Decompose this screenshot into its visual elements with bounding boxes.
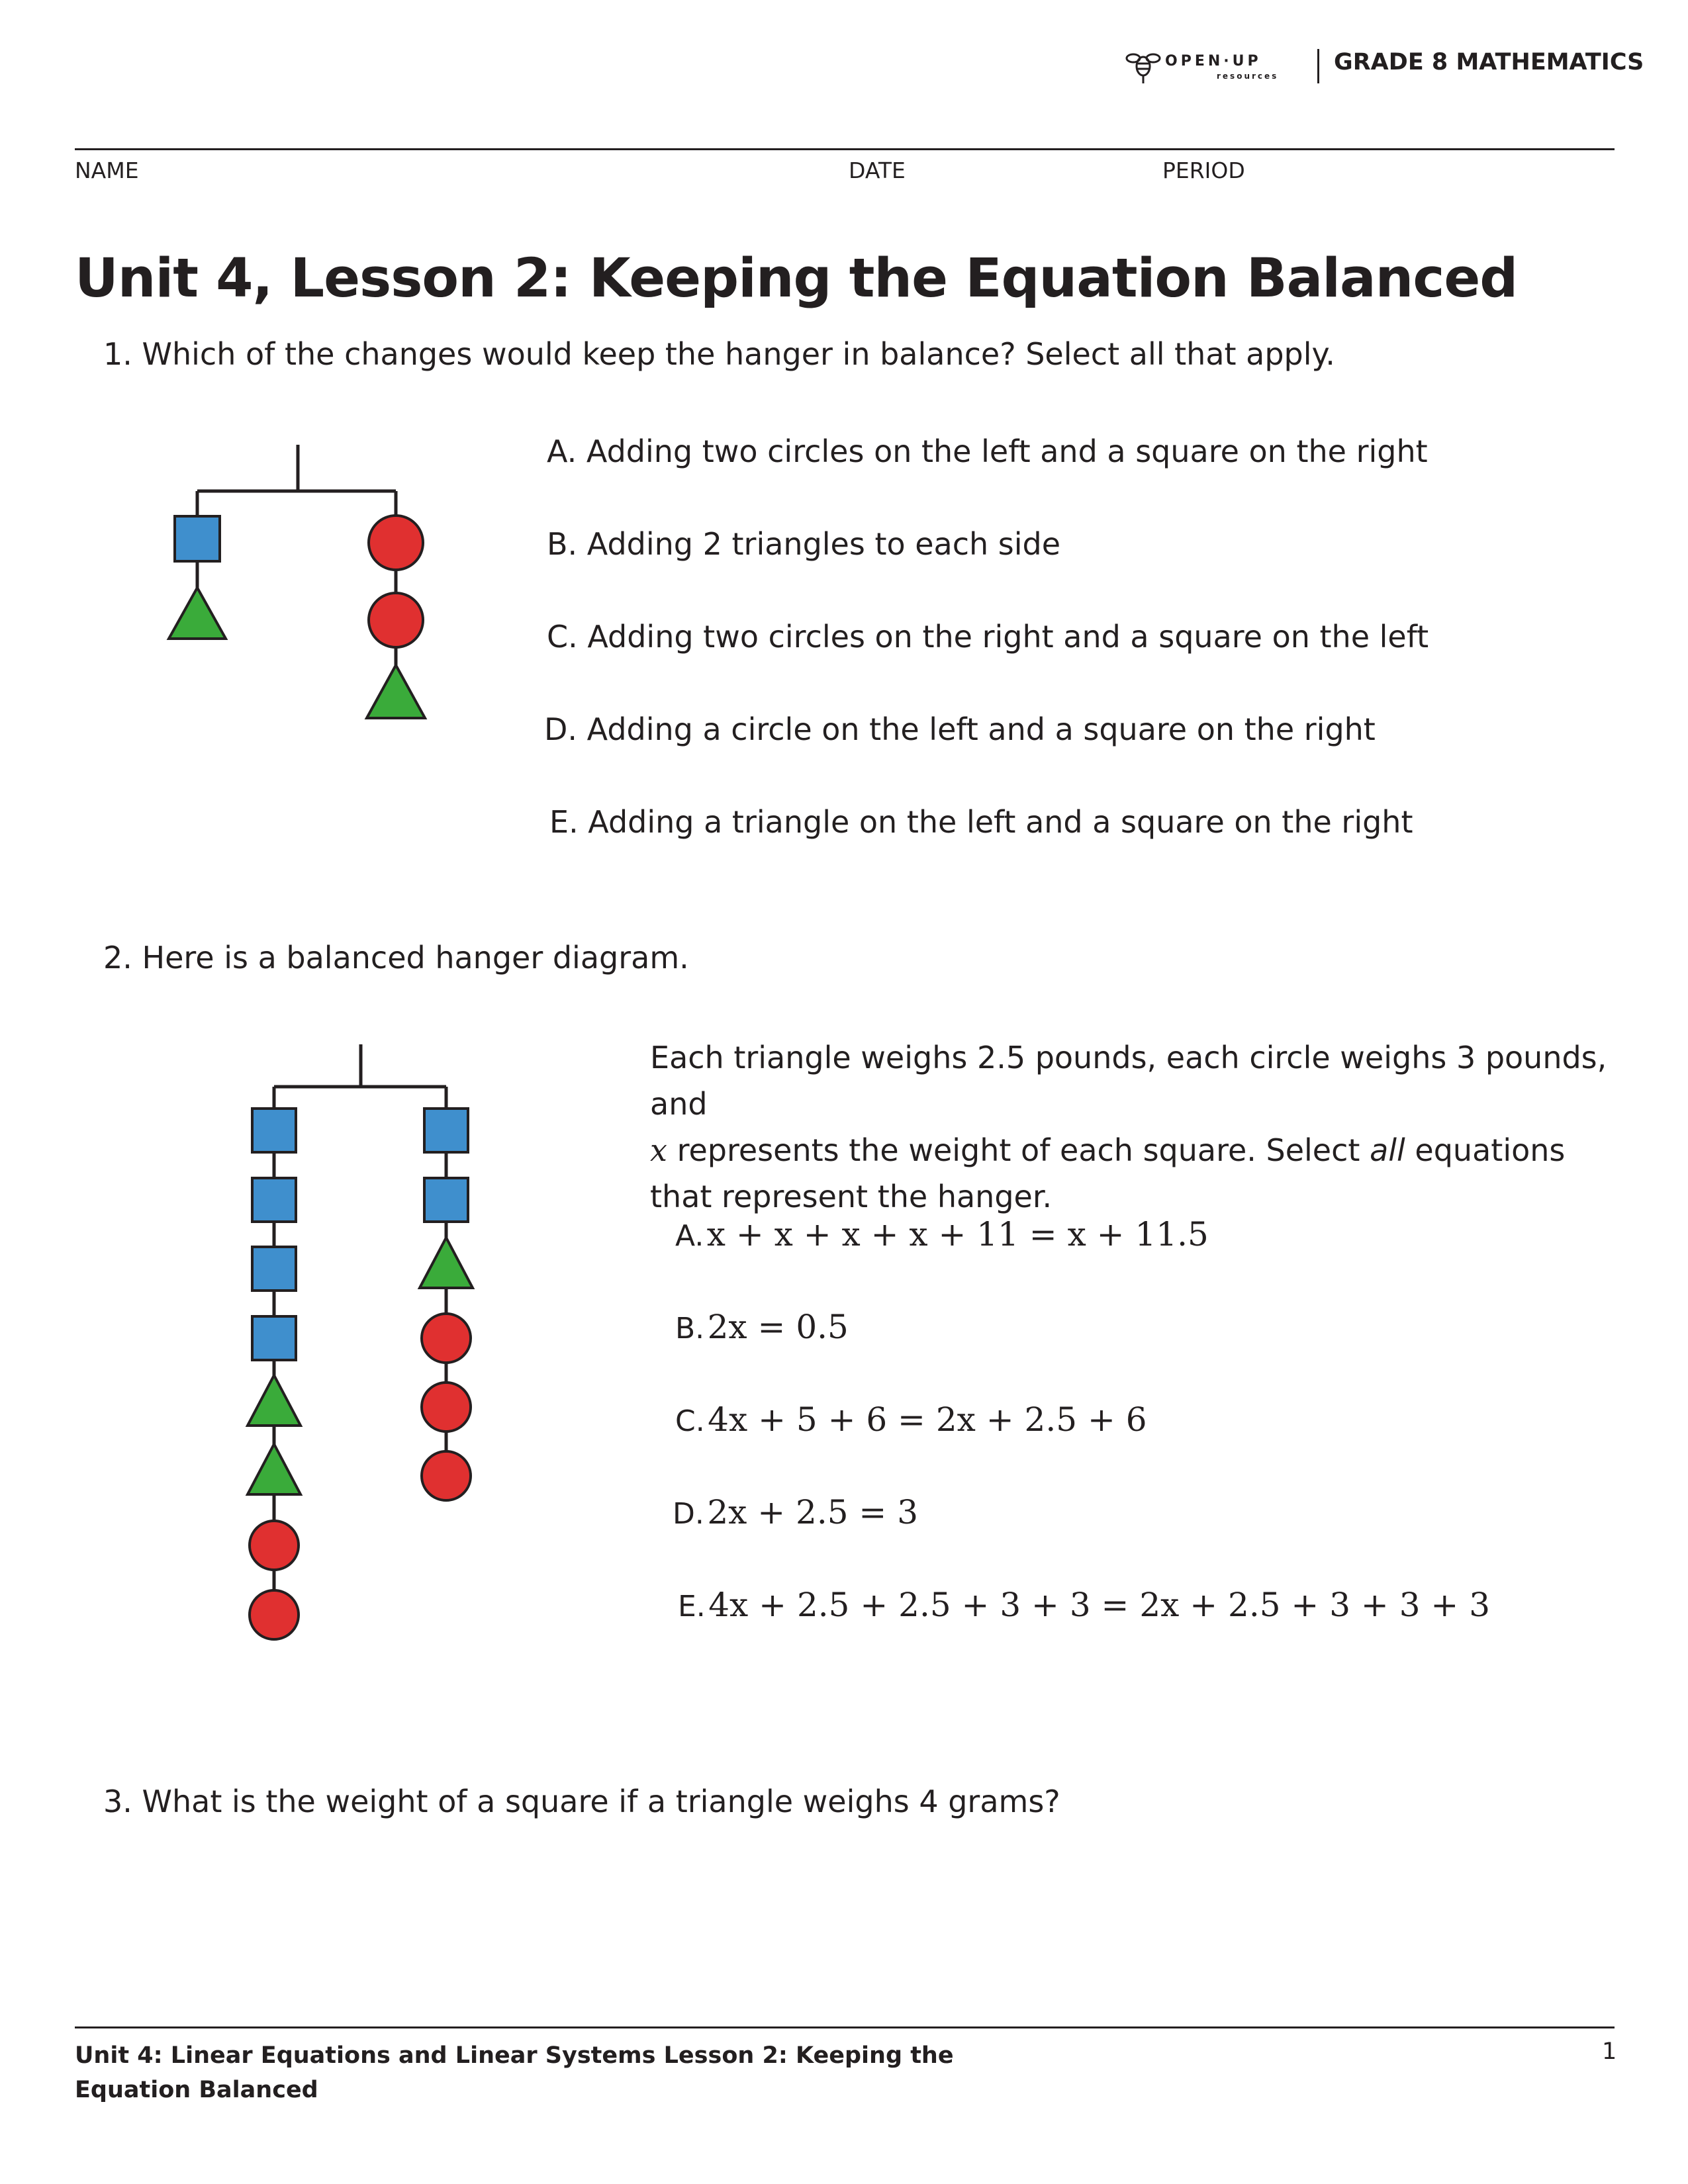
page-number: 1 — [1602, 2038, 1617, 2065]
q1-option-d[interactable]: D. Adding a circle on the left and a square on the right — [544, 711, 1376, 747]
q2-option-equation: 4x + 2.5 + 2.5 + 3 + 3 = 2x + 2.5 + 3 + 3 + 3 — [708, 1586, 1491, 1624]
q2-option-c[interactable] — [675, 1400, 1147, 1439]
q2-option-equation: 4x + 5 + 6 = 2x + 2.5 + 6 — [708, 1400, 1147, 1439]
q2-option-equation: x + x + x + x + 11 = x + 11.5 — [706, 1215, 1209, 1253]
bee-logo-icon — [1125, 49, 1161, 87]
circle-shape — [422, 1383, 471, 1432]
question-2-prompt: 2. Here is a balanced hanger diagram. — [103, 940, 689, 976]
q1-option-b[interactable]: B. Adding 2 triangles to each side — [547, 526, 1061, 562]
page-title: Unit 4, Lesson 2: Keeping the Equation Balanced — [75, 248, 1518, 310]
q2-option-letter: D. — [673, 1497, 704, 1531]
name-label: NAME — [75, 158, 139, 183]
circle-shape — [369, 516, 423, 570]
hanger-diagram-2 — [238, 1039, 490, 1648]
q2-option-letter: A. — [675, 1219, 704, 1253]
q2-text-emphasis: all — [1370, 1132, 1405, 1168]
q1-option-c[interactable]: C. Adding two circles on the right and a square on the left — [547, 619, 1429, 655]
date-label: DATE — [849, 158, 906, 183]
q2-text-part3: equations that represent the hanger. — [650, 1132, 1566, 1214]
q2-option-equation: 2x + 2.5 = 3 — [707, 1493, 919, 1531]
square-shape — [252, 1109, 296, 1152]
q2-option-letter: E. — [678, 1590, 706, 1623]
question-2-description — [650, 1034, 1623, 1220]
logo-subtext: resources — [1217, 71, 1279, 81]
square-shape — [252, 1316, 296, 1360]
triangle-shape — [248, 1444, 301, 1494]
period-label: PERIOD — [1162, 158, 1245, 183]
q2-option-letter: B. — [675, 1312, 705, 1345]
q2-variable-x: x — [650, 1132, 667, 1168]
triangle-shape — [248, 1375, 301, 1426]
footer-text: Unit 4: Linear Equations and Linear Systems Lesson 2: Keeping the Equation Balanced — [75, 2042, 954, 2103]
triangle-shape — [169, 588, 226, 639]
square-shape — [252, 1247, 296, 1291]
q2-option-d[interactable] — [673, 1493, 918, 1531]
grade-label: GRADE 8 MATHEMATICS — [1334, 49, 1644, 75]
question-3-prompt: 3. What is the weight of a square if a triangle weighs 4 grams? — [103, 1784, 1060, 1819]
q2-option-a[interactable] — [675, 1215, 1209, 1253]
header-rule — [75, 148, 1615, 150]
q1-option-e[interactable]: E. Adding a triangle on the left and a square on the right — [549, 804, 1413, 840]
q1-option-a[interactable]: A. Adding two circles on the left and a square on the right — [547, 433, 1428, 469]
q2-option-letter: C. — [675, 1404, 705, 1438]
square-shape — [175, 516, 220, 561]
square-shape — [424, 1178, 468, 1222]
triangle-shape — [420, 1238, 473, 1288]
q2-option-b[interactable] — [675, 1308, 849, 1346]
triangle-shape — [367, 665, 425, 718]
q2-text-part1: Each triangle weighs 2.5 pounds, each circle weighs 3 pounds, and — [650, 1040, 1607, 1122]
q2-text-part2: represents the weight of each square. Select — [667, 1132, 1370, 1168]
square-shape — [424, 1109, 468, 1152]
circle-shape — [369, 593, 423, 647]
logo-divider — [1317, 49, 1319, 83]
footer-rule — [75, 2026, 1615, 2028]
square-shape — [252, 1178, 296, 1222]
circle-shape — [250, 1590, 299, 1639]
q2-option-equation: 2x = 0.5 — [707, 1308, 849, 1346]
circle-shape — [422, 1451, 471, 1500]
q2-option-e[interactable] — [678, 1586, 1490, 1624]
circle-shape — [250, 1521, 299, 1570]
hanger-diagram-1 — [159, 437, 437, 728]
circle-shape — [422, 1314, 471, 1363]
logo-text: OPEN·UP — [1165, 53, 1262, 69]
question-1-prompt: 1. Which of the changes would keep the hanger in balance? Select all that apply. — [103, 336, 1335, 372]
